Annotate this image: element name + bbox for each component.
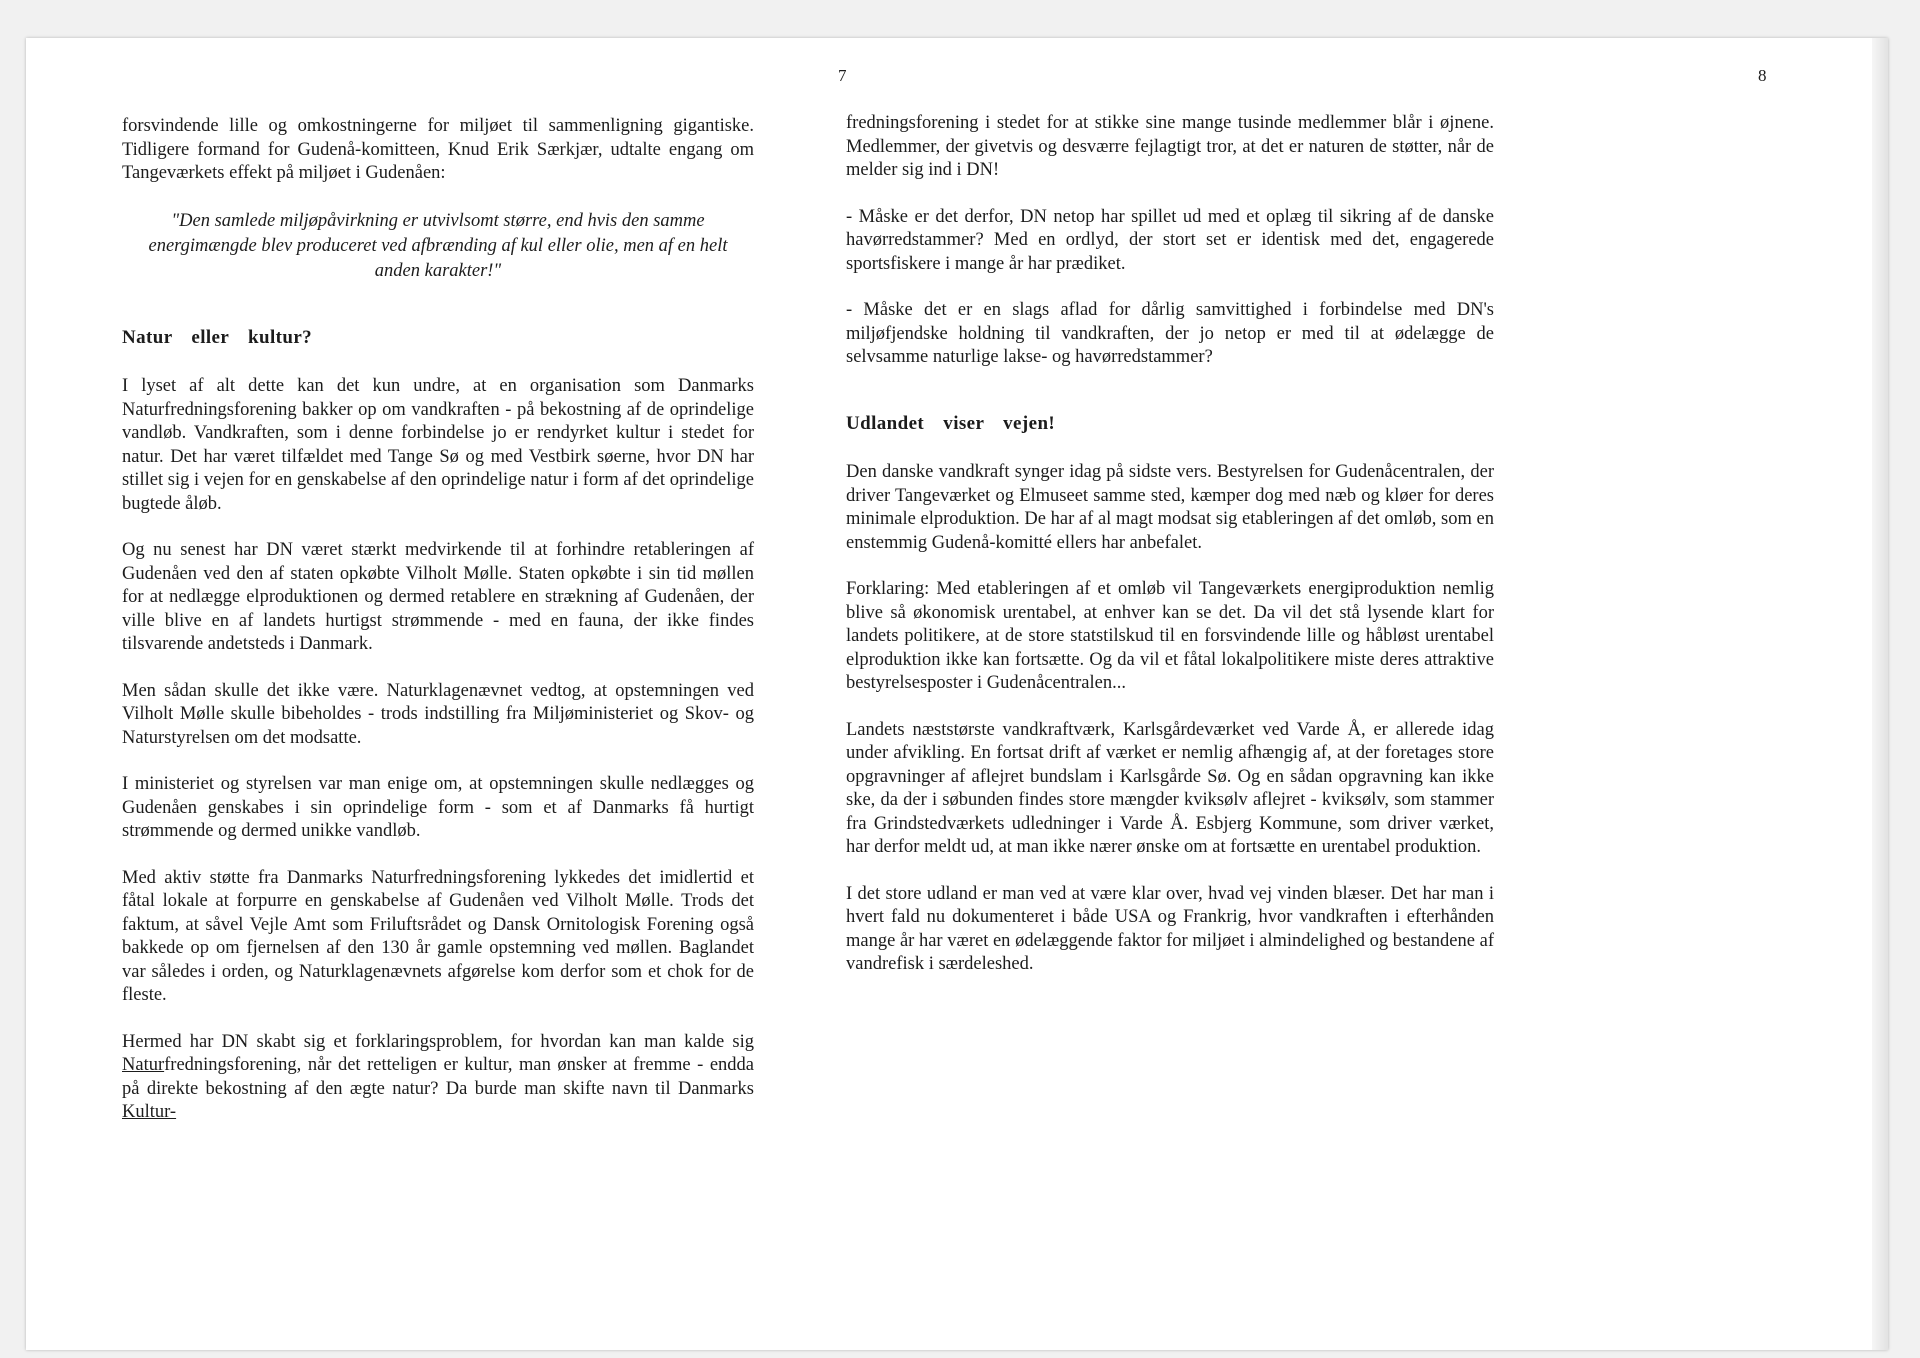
text-run: fredningsforening, når det retteligen er kultur, man ønsker at fremme - endda på direkte bekostning af den ægte natur? Da burde man skifte navn til Danmarks [122, 1055, 754, 1099]
paragraph: I det store udland er man ved at være klar over, hvad vej vinden blæser. Det har man i hvert fald nu dokumenteret i både USA og Frankrig, hvor vandkraften i efterhånden mange år har været en ødelæggende faktor for miljøet i almindelighed og bestandene af vandrefisk i særdeleshed. [846, 883, 1494, 974]
paragraph: Den danske vandkraft synger idag på sidste vers. Bestyrelsen for Gudenåcentralen, der driver Tangeværket og Elmuseet samme sted, kæmper dog med næb og kløer for deres minimale elproduktion. De har af al magt modsat sig etableringen af det omløb, som en enstemmig Gudenå-komitté ellers har anbefalet. [846, 462, 1494, 553]
paragraph: Med aktiv støtte fra Danmarks Naturfredningsforening lykkedes det imidlertid et fåtal lokale at forpurre en genskabelse af Gudenåen ved Vilholt Mølle. Trods det faktum, at såvel Vejle Amt som Friluftsrådet og Dansk Ornitologisk Forening også bakkede op om fjernelsen af den 130 år gamle opstemning ved møllen. Baglandet var således i orden, og Naturklagenævnets afgørelse kom derfor som et chok for de fleste. [122, 867, 754, 1005]
section-heading: Natur eller kultur? [122, 326, 313, 348]
paragraph: - Måske er det derfor, DN netop har spillet ud med et oplæg til sikring af de danske havørredstammer? Med en ordlyd, der stort set er identisk med det, engagerede sportsfiskere i mange år har prædiket. [846, 206, 1494, 274]
paragraph: Landets næststørste vandkraftværk, Karlsgårdeværket ved Varde Å, er allerede idag under afvikling. En fortsat drift af værket er nemlig afhængig af, at der foretages store opgravninger af aflejret bundslam i Karlsgårde Sø. Og en sådan opgravning kan ikke ske, da der i søbunden findes store mængder kviksølv aflejret - kviksølv, som stammer fra Grindstedværkets udledninger i Varde Å. Esbjerg Kommune, som driver værket, har derfor meldt ud, at man ikke nærer ønske om at fortsætte en urentabel produktion. [846, 719, 1494, 857]
left-page-column [122, 115, 754, 1148]
section-heading: Udlandet viser vejen! [846, 412, 1056, 434]
page-number-right: 8 [1758, 66, 1767, 85]
paragraph: Forklaring: Med etableringen af et omløb vil Tangeværkets energiproduktion nemlig blive så økonomisk urentabel, at enhver kan se det. Da vil det stå lysende klart for landets politikere, at de store statstilskud til en forsvindende lille og håbløst urentabel elproduktion ikke kan fortsætte. Og da vil et fåtal lokalpolitikere miste deres attraktive bestyrelsesposter i Gudenåcentralen... [846, 579, 1494, 693]
page-number-left: 7 [838, 66, 847, 85]
text-run: Hermed har DN skabt sig et forklaringsproblem, for hvordan kan man kalde sig [122, 1031, 754, 1052]
underlined-word: Kultur- [122, 1102, 177, 1122]
sheet-edge [1872, 38, 1888, 1350]
paragraph [122, 1031, 754, 1125]
paragraph: I ministeriet og styrelsen var man enige om, at opstemningen skulle nedlægges og Gudenåen genskabes i sin oprindelige form - som et af Danmarks få hurtigt strømmende og dermed unikke vandløb. [122, 774, 754, 841]
paragraph: Og nu senest har DN været stærkt medvirkende til at forhindre retableringen af Gudenåen ved den af staten opkøbte Vilholt Mølle. Staten opkøbte i sin tid møllen for at nedlægge elproduktionen og dermed retablere en strækning af Gudenåen, der ville blive en af landets hurtigst strømmende - med en fauna, der ikke findes tilsvarende andetsteds i Danmark. [122, 540, 754, 654]
paragraph: Men sådan skulle det ikke være. Naturklagenævnet vedtog, at opstemningen ved Vilholt Mølle skulle bibeholdes - trods indstilling fra Miljøministeriet og Skov- og Naturstyrelsen om det modsatte. [122, 680, 754, 748]
right-page-column [846, 112, 1494, 1000]
paragraph: forsvindende lille og omkostningerne for miljøet til sammenligning gigantiske. Tidligere formand for Gudenå-komitteen, Knud Erik Særkjær, udtalte engang om Tangeværkets effekt på miljøet i Gudenåen: [122, 116, 754, 183]
paragraph: I lyset af alt dette kan det kun undre, at en organisation som Danmarks Naturfredningsforening bakker op om vandkraften - på bekostning af de oprindelige vandløb. Vandkraften, som i denne forbindelse jo er rendyrket kultur i stedet for natur. Det har været tilfældet med Tange Sø og med Vestbirk søerne, hvor DN har stillet sig i vejen for en genskabelse af den oprindelige natur i form af det oprindelige bugtede åløb. [122, 376, 754, 514]
underlined-word: Natur [122, 1055, 165, 1075]
paragraph: - Måske det er en slags aflad for dårlig samvittighed i forbindelse med DN's miljøfjendske holdning til vandkraften, der jo netop er med til at ødelægge de selvsamme naturlige lakse- og havørredstammer? [846, 300, 1494, 367]
quote: "Den samlede miljøpåvirkning er utvivlsomt større, end hvis den samme energimængde blev produceret ved afbrænding af kul eller olie, men af en helt anden karakter!" [148, 210, 728, 281]
paragraph: fredningsforening i stedet for at stikke sine mange tusinde medlemmer blår i øjnene. Medlemmer, der givetvis og desværre fejlagtigt tror, at det er naturen de støtter, når de melder sig ind i DN! [846, 113, 1494, 180]
